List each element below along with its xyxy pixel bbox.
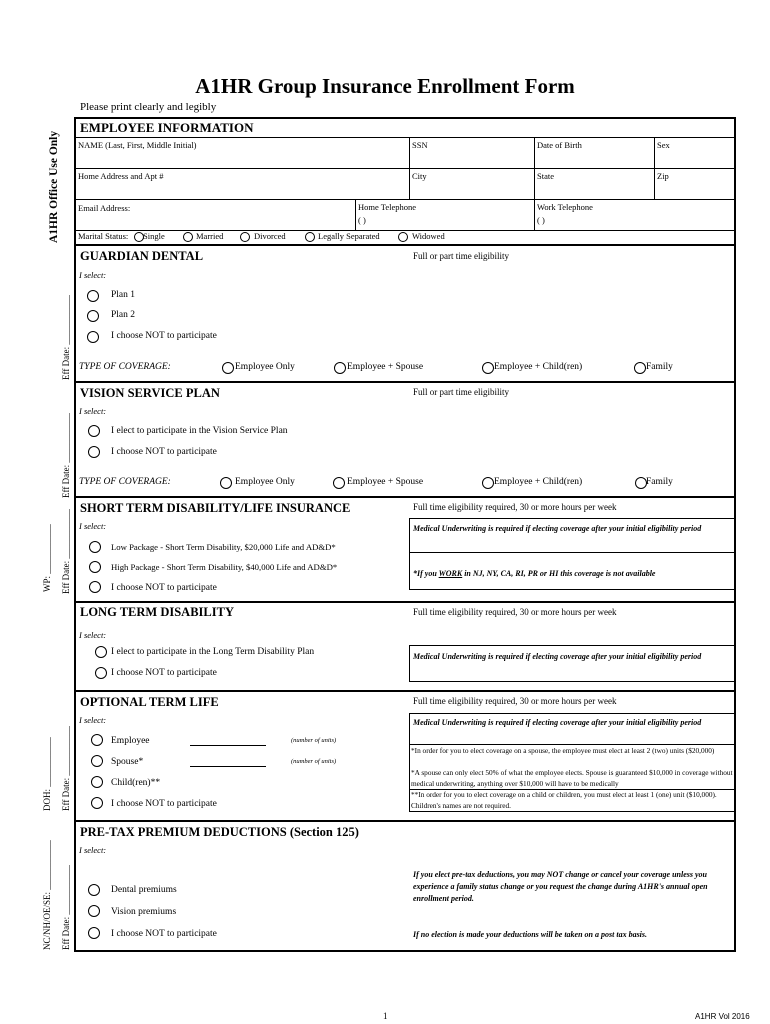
otl-employee-units-line[interactable] (190, 745, 266, 746)
otl-small-2: *A spouse can only elect 50% of what the employee elects. Spouse is guaranteed $10,000 in coverage without medical underwriting, anything over $10,000 will have to be medically (411, 768, 733, 788)
divider (409, 138, 410, 200)
option-label: I elect to participate in the Vision Service Plan (111, 426, 288, 436)
marital-label: Marital Status: (78, 231, 129, 241)
divider (355, 200, 356, 231)
option-label: Employee + Spouse (347, 477, 424, 487)
divider (409, 744, 736, 745)
ssn-field[interactable]: SSN (412, 140, 428, 150)
ltd-eligibility: Full time eligibility required, 30 or more hours per week (413, 607, 617, 617)
option-label: I choose NOT to participate (111, 929, 217, 939)
radio-dental-es[interactable] (334, 362, 346, 374)
radio-std-no[interactable] (89, 581, 101, 593)
page-number: 1 (383, 1011, 388, 1021)
std-select: I select: (79, 521, 107, 531)
radio-std-high[interactable] (89, 561, 101, 573)
radio-married[interactable] (183, 232, 193, 242)
divider (76, 381, 734, 383)
option-label: I choose NOT to participate (111, 583, 217, 593)
radio-otl-children[interactable] (91, 776, 103, 788)
option-label: Plan 1 (111, 290, 136, 300)
radio-plan2[interactable] (87, 310, 99, 322)
eff-date-vision: Eff Date: ___________ (61, 413, 71, 498)
radio-vision-no[interactable] (88, 446, 100, 458)
std-heading: SHORT TERM DISABILITY/LIFE INSURANCE (80, 501, 351, 515)
radio-vision-eo[interactable] (220, 477, 232, 489)
option-label: I choose NOT to participate (111, 447, 217, 457)
radio-dental-no[interactable] (87, 331, 99, 343)
otl-note: Medical Underwriting is required if electing coverage after your initial eligibility period (413, 718, 702, 727)
home-tel-label: Home Telephone (358, 202, 417, 212)
option-label: Widowed (412, 231, 445, 241)
employee-heading: EMPLOYEE INFORMATION (80, 120, 254, 135)
option-label: Single (143, 231, 165, 241)
radio-dental-fam[interactable] (634, 362, 646, 374)
radio-pretax-vision[interactable] (88, 905, 100, 917)
ltd-select: I select: (79, 630, 107, 640)
eff-date-std: Eff Date: ___________ (61, 509, 71, 594)
divider (76, 820, 734, 822)
option-label: Employee Only (235, 477, 295, 487)
otl-small-1: *In order for you to elect coverage on a spouse, the employee must elect at least 2 (two) units ($20,000) (411, 746, 715, 755)
otl-spouse-units-line[interactable] (190, 766, 266, 767)
option-label: Married (196, 231, 224, 241)
radio-dental-eo[interactable] (222, 362, 234, 374)
divider (76, 230, 734, 231)
option-label: Legally Separated (318, 231, 380, 241)
otl-eligibility: Full time eligibility required, 30 or more hours per week (413, 696, 617, 706)
name-field[interactable]: NAME (Last, First, Middle Initial) (78, 140, 197, 150)
radio-otl-spouse[interactable] (91, 755, 103, 767)
vision-eligibility: Full or part time eligibility (413, 387, 509, 397)
ltd-note: Medical Underwriting is required if electing coverage after your initial eligibility period (413, 652, 702, 661)
vision-heading: VISION SERVICE PLAN (80, 386, 220, 400)
ltd-heading: LONG TERM DISABILITY (80, 605, 234, 619)
form-title: A1HR Group Insurance Enrollment Form (195, 74, 575, 98)
otl-select: I select: (79, 715, 107, 725)
radio-widowed[interactable] (398, 232, 408, 242)
pretax-heading: PRE-TAX PREMIUM DEDUCTIONS (Section 125) (80, 825, 359, 839)
eff-date-dental: Eff Date: ___________ (61, 295, 71, 380)
dental-eligibility: Full or part time eligibility (413, 251, 509, 261)
vision-coverage-label: TYPE OF COVERAGE: (79, 477, 171, 487)
divider (654, 138, 655, 200)
option-label: Spouse* (111, 757, 144, 767)
std-note-pre: *If you (413, 569, 439, 578)
form-subtitle: Please print clearly and legibly (80, 101, 217, 113)
radio-ltd-yes[interactable] (95, 646, 107, 658)
option-label: Employee + Child(ren) (494, 477, 583, 487)
divider (76, 244, 734, 246)
radio-otl-no[interactable] (91, 797, 103, 809)
work-tel-label: Work Telephone (537, 202, 593, 212)
email-field[interactable]: Email Address: (78, 203, 131, 213)
home-tel-field[interactable]: ( ) (358, 215, 366, 225)
pretax-note-1: If you elect pre-tax deductions, you may NOT change or cancel your coverage unless you experience a family status change or you request the change during A1HR's annual open enrollment period. (413, 870, 708, 903)
city-field[interactable]: City (412, 171, 427, 181)
sex-field[interactable]: Sex (657, 140, 670, 150)
radio-vision-es[interactable] (333, 477, 345, 489)
units-label: (number of units) (291, 737, 337, 744)
option-label: I choose NOT to participate (111, 799, 217, 809)
pretax-note-2: If no election is made your deductions will be taken on a post tax basis. (413, 930, 648, 939)
doh-label: DOH: ___________ (42, 737, 52, 811)
dob-field[interactable]: Date of Birth (537, 140, 582, 150)
radio-std-low[interactable] (89, 541, 101, 553)
divider (76, 601, 734, 603)
radio-dental-ec[interactable] (482, 362, 494, 374)
radio-ltd-no[interactable] (95, 667, 107, 679)
option-label: High Package - Short Term Disability, $40,000 Life and AD&D* (111, 562, 338, 572)
option-label: Family (646, 477, 673, 487)
divider (409, 552, 736, 553)
eff-date-otl: Eff Date: ___________ (61, 726, 71, 811)
option-label: Employee + Spouse (347, 362, 424, 372)
std-note-post: in NJ, NY, CA, RI, PR or HI this coverage is not available (462, 569, 656, 578)
radio-otl-employee[interactable] (91, 734, 103, 746)
radio-separated[interactable] (305, 232, 315, 242)
radio-divorced[interactable] (240, 232, 250, 242)
std-note-work: WORK (438, 569, 463, 578)
work-tel-field[interactable]: ( ) (537, 215, 545, 225)
units-label: (number of units) (291, 758, 337, 765)
option-label: Low Package - Short Term Disability, $20,000 Life and AD&D* (111, 542, 336, 552)
option-label: I elect to participate in the Long Term Disability Plan (111, 647, 315, 657)
pretax-select: I select: (79, 845, 107, 855)
divider (76, 199, 734, 200)
option-label: Employee + Child(ren) (494, 362, 583, 372)
std-note-states (413, 568, 733, 580)
office-use-label: A1HR Office Use Only (48, 130, 60, 243)
otl-heading: OPTIONAL TERM LIFE (80, 695, 219, 709)
radio-pretax-dental[interactable] (88, 884, 100, 896)
divider (76, 168, 734, 169)
zip-field[interactable]: Zip (657, 171, 669, 181)
option-label: Divorced (254, 231, 286, 241)
divider (534, 138, 535, 231)
state-field[interactable]: State (537, 171, 554, 181)
radio-pretax-no[interactable] (88, 927, 100, 939)
radio-vision-ec[interactable] (482, 477, 494, 489)
nc-label: NC/NH/OE/SE: ___________ (42, 840, 52, 950)
option-label: Family (646, 362, 673, 372)
option-label: Child(ren)** (111, 778, 161, 788)
radio-plan1[interactable] (87, 290, 99, 302)
vision-select: I select: (79, 406, 107, 416)
option-label: Vision premiums (111, 907, 177, 917)
option-label: Dental premiums (111, 885, 177, 895)
otl-small-3: **In order for you to elect coverage on a child or children, you must elect at least 1 (one) unit ($10,000). Children's names are not required. (411, 790, 717, 810)
std-eligibility: Full time eligibility required, 30 or more hours per week (413, 502, 617, 512)
option-label: Plan 2 (111, 310, 136, 320)
std-note-underwriting: Medical Underwriting is required if electing coverage after your initial eligibility period (413, 524, 702, 533)
option-label: I choose NOT to participate (111, 668, 217, 678)
dental-heading: GUARDIAN DENTAL (80, 249, 204, 263)
radio-vision-yes[interactable] (88, 425, 100, 437)
dental-select: I select: (79, 270, 107, 280)
divider (76, 496, 734, 498)
divider (76, 137, 734, 138)
version-label: A1HR Vol 2016 (695, 1012, 750, 1021)
eff-date-pretax: Eff Date: ___________ (61, 865, 71, 950)
option-label: I choose NOT to participate (111, 331, 217, 341)
option-label: Employee Only (235, 362, 295, 372)
dental-coverage-label: TYPE OF COVERAGE: (79, 362, 171, 372)
option-label: Employee (111, 736, 150, 746)
divider (76, 690, 734, 692)
address-field[interactable]: Home Address and Apt # (78, 171, 164, 181)
wp-label: WP: ___________ (42, 524, 52, 592)
